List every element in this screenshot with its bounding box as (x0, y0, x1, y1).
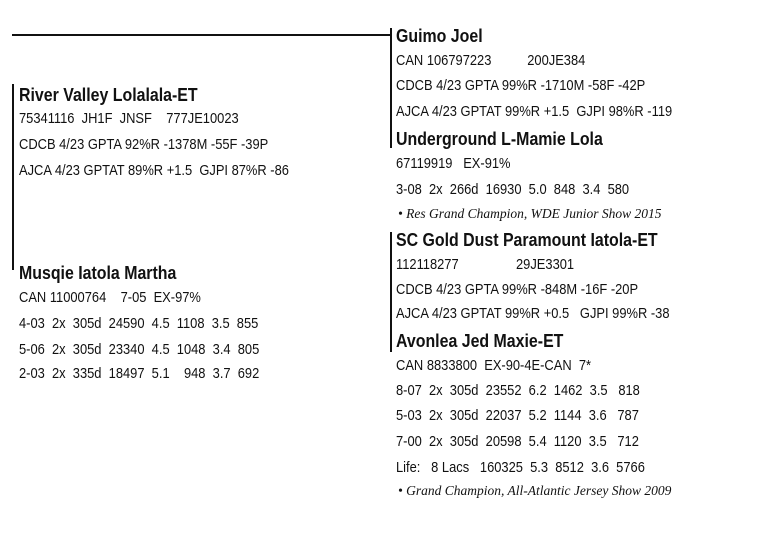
dam-dam-award-note: • Grand Champion, All-Atlantic Jersey Show 2009 (398, 483, 672, 498)
sire-dam-record-line: 3-08 2x 266d 16930 5.0 848 3.4 580 (396, 181, 630, 198)
sire-dam-registration-line: 67119919 EX-91% (396, 155, 511, 172)
dam-dam-record-line: 7-00 2x 305d 20598 5.4 1120 3.5 712 (396, 433, 639, 450)
dam-sire-ajca-line: AJCA 4/23 GPTAT 99%R +0.5 GJPI 99%R -38 (396, 305, 670, 322)
sire-sire-name: Guimo Joel (396, 25, 483, 46)
dam-registration-line: CAN 11000764 7-05 EX-97% (19, 289, 201, 306)
sire-connector-line (12, 34, 392, 36)
dam-record-line: 4-03 2x 305d 24590 4.5 1108 3.5 855 (19, 315, 259, 332)
sire-cdcb-line: CDCB 4/23 GPTA 92%R -1378M -55F -39P (19, 136, 269, 153)
dam-dam-lifetime-line: Life: 8 Lacs 160325 5.3 8512 3.6 5766 (396, 459, 645, 476)
dam-sire-bracket-line (390, 232, 392, 352)
sire-sire-bracket-line (390, 28, 392, 148)
sire-bracket-line (12, 84, 14, 270)
dam-dam-name: Avonlea Jed Maxie-ET (396, 330, 564, 351)
dam-dam-registration-line: CAN 8833800 EX-90-4E-CAN 7* (396, 357, 592, 374)
sire-sire-registration-line: CAN 106797223 200JE384 (396, 52, 586, 69)
dam-dam-record-line: 5-03 2x 305d 22037 5.2 1144 3.6 787 (396, 407, 639, 424)
dam-record-line: 2-03 2x 335d 18497 5.1 948 3.7 692 (19, 365, 260, 382)
dam-sire-cdcb-line: CDCB 4/23 GPTA 99%R -848M -16F -20P (396, 281, 639, 298)
sire-dam-name: Underground L-Mamie Lola (396, 128, 603, 149)
sire-sire-cdcb-line: CDCB 4/23 GPTA 99%R -1710M -58F -42P (396, 77, 646, 94)
dam-name: Musqie Iatola Martha (19, 262, 177, 283)
dam-dam-record-line: 8-07 2x 305d 23552 6.2 1462 3.5 818 (396, 382, 640, 399)
sire-sire-ajca-line: AJCA 4/23 GPTAT 99%R +1.5 GJPI 98%R -119 (396, 103, 673, 120)
dam-record-line: 5-06 2x 305d 23340 4.5 1048 3.4 805 (19, 341, 260, 358)
sire-registration-line: 75341116 JH1F JNSF 777JE10023 (19, 110, 239, 127)
dam-sire-registration-line: 112118277 29JE3301 (396, 256, 575, 273)
sire-name: River Valley Lolalala-ET (19, 84, 198, 105)
sire-dam-award-note: • Res Grand Champion, WDE Junior Show 2015 (398, 206, 662, 221)
sire-ajca-line: AJCA 4/23 GPTAT 89%R +1.5 GJPI 87%R -86 (19, 162, 289, 179)
dam-sire-name: SC Gold Dust Paramount Iatola-ET (396, 229, 658, 250)
